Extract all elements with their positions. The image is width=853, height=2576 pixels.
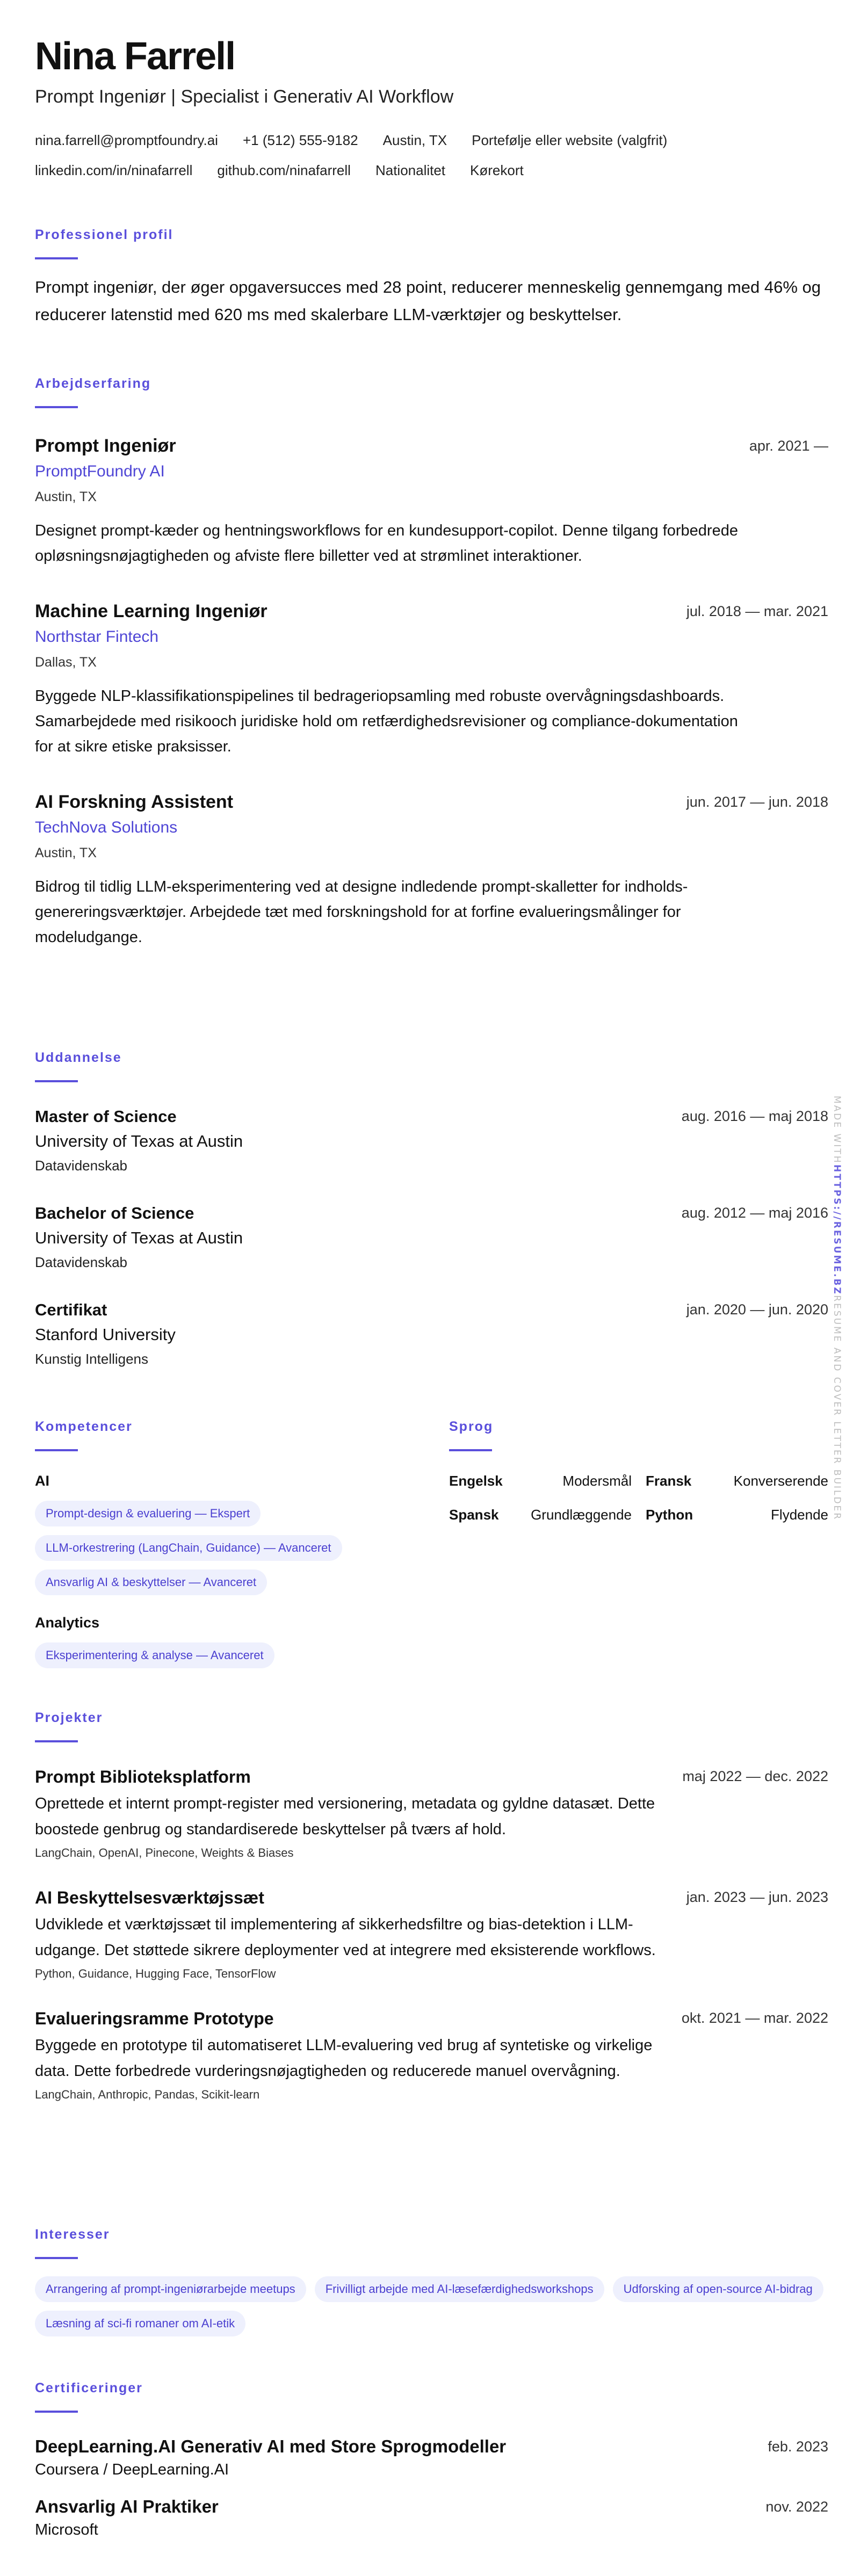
section-divider — [35, 1080, 78, 1082]
certification-issuer: Microsoft — [35, 2521, 98, 2538]
skill-chip: Prompt-design & evaluering — Ekspert — [35, 1501, 261, 1526]
certification-name: Ansvarlig AI Praktiker — [35, 2497, 219, 2516]
interest-chip: Læsning af sci-fi romaner om AI-etik — [35, 2311, 245, 2336]
watermark-link[interactable]: HTTPS://RESUME.BZ — [832, 1164, 842, 1296]
degree: Certifikat — [35, 1300, 107, 1319]
company-name: Northstar Fintech — [35, 628, 159, 646]
company-name: TechNova Solutions — [35, 819, 178, 836]
language-item — [449, 1470, 632, 1492]
skill-group-label: Analytics — [35, 1615, 100, 1631]
language-name: Python — [646, 1507, 693, 1523]
section-divider — [35, 406, 78, 408]
certification-item — [35, 2435, 828, 2481]
education-list — [35, 1105, 828, 1370]
certification-date: feb. 2023 — [768, 2438, 828, 2455]
section-projects-header — [35, 1709, 828, 1742]
project-header — [35, 1765, 828, 1863]
section-title: Professionel profil — [35, 227, 174, 242]
contact-row — [35, 160, 828, 181]
experience-header — [35, 599, 828, 674]
section-title: Arbejdserfaring — [35, 376, 151, 391]
language-level: Modersmål — [562, 1473, 632, 1489]
project-header — [35, 1886, 828, 1984]
education-dates: aug. 2016 — maj 2018 — [681, 1108, 828, 1124]
certification-list — [35, 2435, 828, 2541]
watermark-suffix: RESUME AND COVER LETTER BUILDER — [832, 1295, 842, 1521]
watermark — [832, 1096, 842, 1521]
education-item — [35, 1202, 828, 1273]
nationality: Nationalitet — [375, 162, 446, 178]
job-description: Byggede NLP-klassifikationspipelines til bedrageriopsamling med robuste overvågningsdashboards. Samarbejdede med risikooch juridiske hold om retfærdighedsrevisioner og compliance-dokumentation for at sikre etiske praksisser. — [35, 688, 738, 755]
interest-chip: Arrangering af prompt-ingeniørarbejde meetups — [35, 2276, 306, 2302]
contact-row — [35, 129, 828, 151]
experience-header — [35, 790, 828, 864]
experience-item — [35, 599, 828, 759]
project-dates: jan. 2023 — jun. 2023 — [686, 1889, 828, 1905]
interest-chip: Frivilligt arbejde med AI-læsefærdighedsworkshops — [315, 2276, 604, 2302]
certification-main — [35, 2495, 219, 2541]
section-title: Projekter — [35, 1710, 103, 1725]
portfolio-link[interactable]: Portefølje eller website (valgfrit) — [472, 132, 668, 148]
phone: +1 (512) 555-9182 — [242, 132, 358, 148]
language-level: Flydende — [771, 1507, 828, 1523]
email-link[interactable]: nina.farrell@promptfoundry.ai — [35, 132, 218, 148]
certification-item — [35, 2495, 828, 2541]
language-name: Spansk — [449, 1507, 499, 1523]
institution: University of Texas at Austin — [35, 1132, 243, 1150]
field-of-study: Datavidenskab — [35, 1157, 127, 1174]
skill-chips — [35, 1642, 411, 1668]
job-title: Prompt Ingeniør — [35, 436, 176, 456]
project-item — [35, 2007, 828, 2104]
language-item — [646, 1470, 828, 1492]
education-dates: jan. 2020 — jun. 2020 — [686, 1301, 828, 1318]
job-title: AI Forskning Assistent — [35, 792, 234, 812]
education-main — [35, 1202, 243, 1273]
language-level: Grundlæggende — [531, 1507, 632, 1523]
job-description: Bidrog til tidlig LLM-eksperimentering ved at designe indledende prompt-skalletter for indholds-genereringsværktøjer. Arbejdede tæt med forskningshold for at forfine evalueringsmålinger for modeludgange. — [35, 878, 688, 946]
company-name: PromptFoundry AI — [35, 462, 165, 480]
project-main — [35, 1765, 682, 1863]
watermark-prefix: MADE WITH — [832, 1096, 842, 1164]
project-dates: maj 2022 — dec. 2022 — [682, 1768, 828, 1784]
job-location: Austin, TX — [35, 489, 97, 504]
project-description: Byggede en prototype til automatiseret LLM-evaluering ved brug af syntetiske og virkelige data. Dette forbedrede vurderingsnøjagtigheden og reducerede manuel overvågning. — [35, 2037, 653, 2080]
project-list — [35, 1765, 828, 2104]
location: Austin, TX — [382, 132, 447, 148]
project-description: Oprettede et internt prompt-register med versionering, metadata og gyldne datasæt. Dette boostede genbrug og standardiserede beskyttelser på tværs af hold. — [35, 1795, 655, 1838]
experience-item — [35, 790, 828, 950]
skill-group-label: AI — [35, 1473, 49, 1489]
language-item — [646, 1504, 828, 1525]
section-divider — [35, 2411, 78, 2413]
degree: Master of Science — [35, 1107, 177, 1126]
experience-main — [35, 599, 268, 674]
skill-group — [35, 1470, 411, 1595]
education-item — [35, 1299, 828, 1370]
project-header — [35, 2007, 828, 2104]
job-dates: jul. 2018 — mar. 2021 — [686, 603, 828, 619]
certification-issuer: Coursera / DeepLearning.AI — [35, 2461, 229, 2478]
project-main — [35, 2007, 682, 2104]
skill-chip: Ansvarlig AI & beskyttelser — Avanceret — [35, 1569, 267, 1595]
project-item — [35, 1886, 828, 1984]
github-link[interactable]: github.com/ninafarrell — [217, 162, 351, 178]
candidate-name: Nina Farrell — [35, 35, 235, 78]
section-title: Kompetencer — [35, 1419, 133, 1434]
section-experience-header — [35, 374, 828, 408]
certification-name: DeepLearning.AI Generativ AI med Store Sprogmodeller — [35, 2436, 507, 2456]
job-location: Dallas, TX — [35, 655, 97, 670]
section-skills — [35, 1417, 411, 1668]
section-divider — [35, 1449, 78, 1451]
experience-item — [35, 434, 828, 569]
drivers-license: Kørekort — [470, 162, 524, 178]
job-dates: jun. 2017 — jun. 2018 — [686, 794, 828, 810]
project-description: Udviklede et værktøjssæt til implementering af sikkerhedsfiltre og bias-detektion i LLM-udgange. Det støttede sikrere deploymenter ved at integrere med eksisterende workflows. — [35, 1916, 656, 1959]
language-name: Fransk — [646, 1473, 692, 1489]
project-dates: okt. 2021 — mar. 2022 — [681, 2010, 828, 2026]
skill-chip: LLM-orkestrering (LangChain, Guidance) — Avanceret — [35, 1535, 342, 1561]
project-item — [35, 1765, 828, 1863]
project-name: AI Beskyttelsesværktøjssæt — [35, 1888, 264, 1907]
section-certifications-header — [35, 2379, 828, 2413]
section-title: Interesser — [35, 2227, 110, 2242]
skill-chips — [35, 1501, 411, 1595]
education-main — [35, 1299, 176, 1370]
section-languages — [449, 1417, 828, 1525]
section-profile-header — [35, 226, 828, 259]
experience-main — [35, 790, 233, 864]
institution: University of Texas at Austin — [35, 1228, 243, 1247]
skill-chip: Eksperimentering & analyse — Avanceret — [35, 1642, 274, 1668]
education-item — [35, 1105, 828, 1176]
section-title: Certificeringer — [35, 2380, 143, 2396]
candidate-headline: Prompt Ingeniør | Specialist i Generativ AI Workflow — [35, 86, 454, 107]
job-description: Designet prompt-kæder og hentningsworkflows for en kundesupport-copilot. Denne tilgang forbedrede opløsningsnøjagtigheden og afviste flere billetter ved at strømlinet interaktioner. — [35, 522, 738, 565]
experience-header — [35, 434, 828, 508]
project-tech: LangChain, Anthropic, Pandas, Scikit-learn — [35, 2088, 260, 2101]
job-dates: apr. 2021 — — [749, 438, 828, 454]
experience-main — [35, 434, 176, 508]
experience-list — [35, 434, 828, 950]
job-location: Austin, TX — [35, 845, 97, 860]
education-dates: aug. 2012 — maj 2016 — [681, 1205, 828, 1221]
interest-chip: Udforsking af open-source AI-bidrag — [613, 2276, 823, 2302]
section-divider — [449, 1449, 492, 1451]
field-of-study: Datavidenskab — [35, 1254, 127, 1270]
education-main — [35, 1105, 243, 1176]
section-title: Uddannelse — [35, 1050, 122, 1065]
language-level: Konverserende — [733, 1473, 828, 1489]
linkedin-link[interactable]: linkedin.com/in/ninafarrell — [35, 162, 193, 178]
project-tech: LangChain, OpenAI, Pinecone, Weights & Biases — [35, 1846, 294, 1859]
project-tech: Python, Guidance, Hugging Face, TensorFlow — [35, 1967, 276, 1980]
section-title: Sprog — [449, 1419, 494, 1434]
certification-date: nov. 2022 — [765, 2499, 828, 2515]
section-divider — [35, 257, 78, 259]
job-title: Machine Learning Ingeniør — [35, 601, 268, 621]
profile-summary: Prompt ingeniør, der øger opgaversucces med 28 point, reducerer menneskelig gennemgang med 46% og reducerer latenstid med 620 ms med skalerbare LLM-værktøjer og beskyttelser. — [35, 278, 821, 324]
section-divider — [35, 1740, 78, 1742]
language-name: Engelsk — [449, 1473, 503, 1489]
project-name: Evalueringsramme Prototype — [35, 2009, 274, 2028]
section-interests — [35, 2225, 828, 2336]
certification-main — [35, 2435, 506, 2481]
section-education-header — [35, 1048, 828, 1082]
field-of-study: Kunstig Intelligens — [35, 1351, 149, 1367]
project-main — [35, 1886, 685, 1984]
degree: Bachelor of Science — [35, 1204, 194, 1222]
language-item — [449, 1504, 632, 1525]
section-divider — [35, 2257, 78, 2259]
skill-group — [35, 1612, 411, 1668]
institution: Stanford University — [35, 1325, 176, 1344]
project-name: Prompt Biblioteksplatform — [35, 1767, 251, 1786]
